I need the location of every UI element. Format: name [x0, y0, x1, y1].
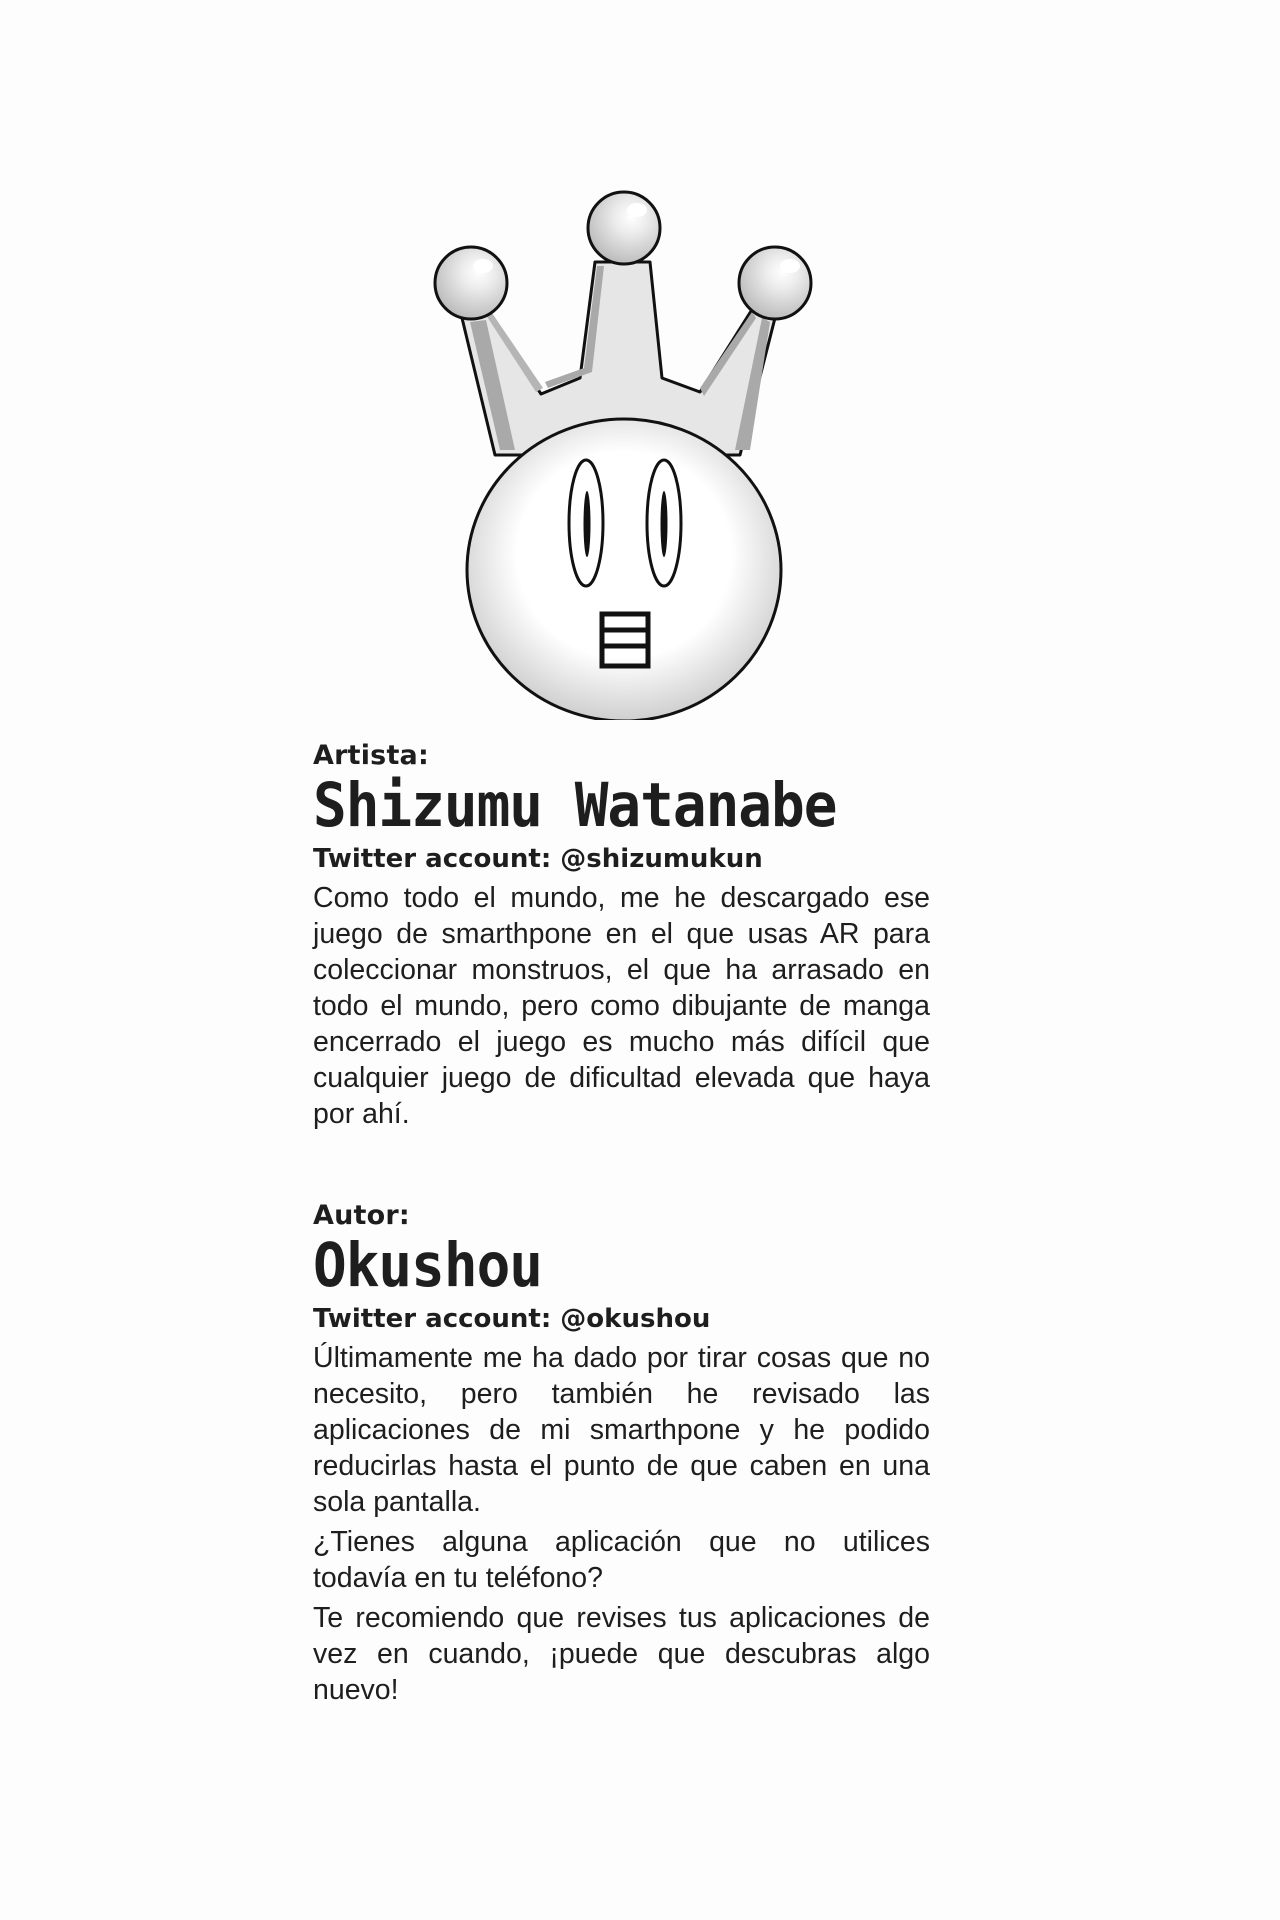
artist-twitter-account: Twitter account: @shizumukun	[313, 844, 763, 874]
face-icon	[467, 419, 781, 720]
crown-icon	[435, 192, 811, 455]
author-comment-paragraph: Últimamente me ha dado por tirar cosas que no necesito, pero también he revisado las aplicaciones de mi smarthpone y he podido reducirlas hasta el punto de que caben en una sola pantalla.	[313, 1342, 930, 1518]
artist-comment-paragraph: Como todo el mundo, me he descargado ese juego de smarthpone en el que usas AR para coleccionar monstruos, el que ha arrasado en todo el mundo, pero como dibujante de manga encerrado el juego es mucho más difícil que cualquier juego de dificultad elevada que haya por ahí.	[313, 882, 930, 1130]
author-name: Okushou	[313, 1230, 543, 1301]
author-comment-paragraph: ¿Tienes alguna aplicación que no utilices todavía en tu teléfono?	[313, 1526, 930, 1594]
author-section	[313, 1200, 930, 1712]
author-role-label: Autor:	[313, 1200, 410, 1231]
artist-role-label: Artista:	[313, 740, 429, 771]
author-comment-paragraph: Te recomiendo que revises tus aplicaciones de vez en cuando, ¡puede que descubras algo nuevo!	[313, 1602, 930, 1706]
crown-mascot-illustration	[420, 180, 820, 720]
artist-section	[313, 740, 930, 1136]
author-twitter-account: Twitter account: @okushou	[313, 1304, 711, 1334]
artist-name: Shizumu Watanabe	[313, 770, 837, 841]
